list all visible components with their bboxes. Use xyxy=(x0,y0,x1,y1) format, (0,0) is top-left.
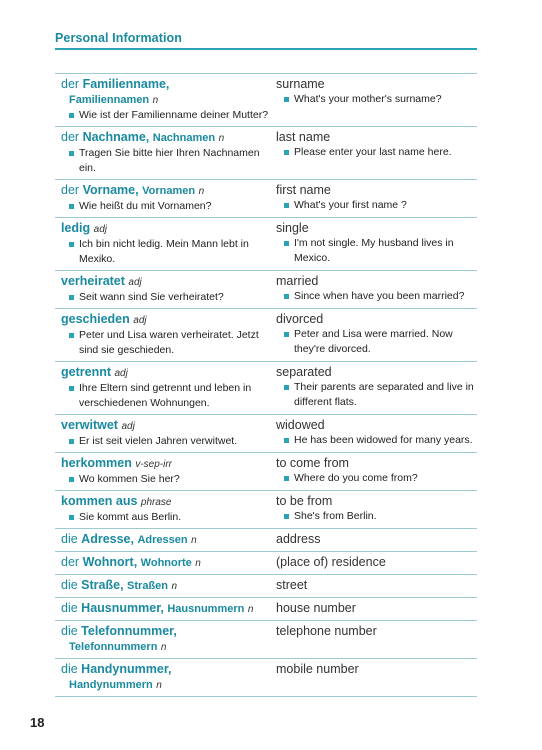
english-translation: first name xyxy=(276,183,331,197)
english-translation: to come from xyxy=(276,456,349,470)
german-example: Ich bin nicht ledig. Mein Mann lebt in Mexiko. xyxy=(61,237,270,267)
part-of-speech: v-sep-irr xyxy=(135,459,173,470)
german-cell xyxy=(55,555,270,571)
english-translation: telephone number xyxy=(276,624,377,638)
german-word: Straße, xyxy=(81,578,124,592)
headword xyxy=(61,221,270,237)
german-cell xyxy=(55,274,270,305)
plural-form: Straßen xyxy=(127,580,169,592)
part-of-speech: n xyxy=(195,558,201,569)
part-of-speech: n xyxy=(218,133,225,144)
headword xyxy=(61,578,270,594)
article: die xyxy=(61,624,78,638)
headword xyxy=(61,183,270,199)
vocab-row xyxy=(55,415,477,453)
part-of-speech: n xyxy=(171,581,178,592)
article: die xyxy=(61,532,78,546)
headword xyxy=(61,555,270,571)
headword xyxy=(61,365,270,381)
english-example: He has been widowed for many years. xyxy=(276,433,477,448)
english-translation: house number xyxy=(276,601,356,615)
english-cell xyxy=(270,221,477,267)
part-of-speech: n xyxy=(198,186,205,197)
vocab-row xyxy=(55,309,477,362)
headword xyxy=(61,624,270,655)
page-header xyxy=(55,31,477,50)
english-cell xyxy=(270,77,477,123)
german-cell xyxy=(55,312,270,358)
article: der xyxy=(61,77,80,91)
article: der xyxy=(61,130,80,144)
vocab-row xyxy=(55,180,477,218)
part-of-speech: adj xyxy=(93,224,108,235)
article: der xyxy=(61,555,80,569)
english-example: Where do you come from? xyxy=(276,471,477,486)
german-cell xyxy=(55,221,270,267)
english-example: She's from Berlin. xyxy=(276,509,477,524)
english-translation: (place of) residence xyxy=(276,555,386,569)
plural-form: Nachnamen xyxy=(152,132,216,144)
german-cell xyxy=(55,578,270,594)
english-translation: last name xyxy=(276,130,331,144)
part-of-speech: adj xyxy=(121,421,135,432)
english-cell xyxy=(270,578,477,594)
vocab-row xyxy=(55,552,477,575)
german-word: Vorname, xyxy=(82,183,139,197)
headword xyxy=(61,494,270,510)
vocab-row xyxy=(55,362,477,415)
german-cell xyxy=(55,532,270,548)
english-cell xyxy=(270,456,477,487)
english-translation: divorced xyxy=(276,312,324,326)
german-word: verwitwet xyxy=(61,418,118,432)
german-word: herkommen xyxy=(61,456,132,470)
plural-form: Vornamen xyxy=(142,185,196,197)
part-of-speech: phrase xyxy=(140,497,172,508)
english-example: Since when have you been married? xyxy=(276,289,477,304)
german-example: Seit wann sind Sie verheiratet? xyxy=(61,290,270,305)
part-of-speech: n xyxy=(247,604,254,615)
english-translation: single xyxy=(276,221,309,235)
plural-form: Telefonnummern xyxy=(69,641,158,653)
vocab-row xyxy=(55,127,477,180)
part-of-speech: n xyxy=(156,680,162,691)
german-cell xyxy=(55,601,270,617)
headword xyxy=(61,601,270,617)
plural-form: Familiennamen xyxy=(69,94,150,106)
german-cell xyxy=(55,183,270,214)
vocab-row xyxy=(55,73,477,127)
vocab-row xyxy=(55,218,477,271)
english-example: Please enter your last name here. xyxy=(276,145,477,160)
german-cell xyxy=(55,456,270,487)
german-cell xyxy=(55,624,270,655)
article: die xyxy=(61,578,78,592)
english-cell xyxy=(270,662,477,693)
german-word: Nachname, xyxy=(82,130,150,144)
german-word: Adresse, xyxy=(81,532,134,546)
english-translation: address xyxy=(276,532,321,546)
article: der xyxy=(61,183,80,197)
english-cell xyxy=(270,494,477,525)
english-translation: separated xyxy=(276,365,332,379)
english-translation: widowed xyxy=(276,418,325,432)
english-example: Their parents are separated and live in different flats. xyxy=(276,380,477,410)
vocab-row xyxy=(55,453,477,491)
part-of-speech: n xyxy=(160,642,167,653)
headword xyxy=(61,77,270,108)
english-cell xyxy=(270,365,477,411)
german-word: geschieden xyxy=(61,312,130,326)
english-translation: to be from xyxy=(276,494,333,508)
article: die xyxy=(61,662,78,676)
english-cell xyxy=(270,555,477,571)
english-cell xyxy=(270,624,477,655)
german-example: Tragen Sie bitte hier Ihren Nachnamen ein. xyxy=(61,146,270,176)
german-word: Telefonnummer, xyxy=(81,624,177,638)
vocab-row xyxy=(55,529,477,552)
part-of-speech: adj xyxy=(133,315,147,326)
german-word: Handynummer, xyxy=(81,662,172,676)
plural-form: Hausnummern xyxy=(167,603,245,615)
plural-form: Wohnorte xyxy=(140,557,192,569)
german-word: ledig xyxy=(61,221,91,235)
english-example: I'm not single. My husband lives in Mexico. xyxy=(276,236,477,266)
part-of-speech: adj xyxy=(114,368,128,379)
german-cell xyxy=(55,130,270,176)
german-word: Wohnort, xyxy=(82,555,138,569)
headword xyxy=(61,662,270,693)
part-of-speech: n xyxy=(191,535,197,546)
vocab-row xyxy=(55,659,477,697)
section-title: Personal Information xyxy=(55,31,183,45)
english-example: What's your mother's surname? xyxy=(276,92,477,107)
german-example: Peter und Lisa waren verheiratet. Jetzt sind sie geschieden. xyxy=(61,328,270,358)
german-example: Wie heißt du mit Vornamen? xyxy=(61,199,270,214)
headword xyxy=(61,532,270,548)
english-cell xyxy=(270,274,477,305)
german-example: Sie kommt aus Berlin. xyxy=(61,510,270,525)
german-word: kommen aus xyxy=(61,494,138,508)
vocab-row xyxy=(55,621,477,659)
english-cell xyxy=(270,312,477,358)
headword xyxy=(61,456,270,472)
vocab-row xyxy=(55,491,477,529)
vocab-row xyxy=(55,271,477,309)
part-of-speech: adj xyxy=(128,277,142,288)
german-word: verheiratet xyxy=(61,274,125,288)
german-example: Er ist seit vielen Jahren verwitwet. xyxy=(61,434,270,449)
german-word: Hausnummer, xyxy=(81,601,164,615)
german-word: getrennt xyxy=(61,365,111,379)
english-cell xyxy=(270,183,477,214)
english-example: What's your first name ? xyxy=(276,198,477,213)
headword xyxy=(61,130,270,146)
german-example: Wie ist der Familienname deiner Mutter? xyxy=(61,108,270,123)
english-translation: married xyxy=(276,274,319,288)
header-divider xyxy=(55,48,477,50)
english-cell xyxy=(270,601,477,617)
german-cell xyxy=(55,77,270,123)
english-translation: surname xyxy=(276,77,325,91)
part-of-speech: n xyxy=(152,95,159,106)
english-cell xyxy=(270,418,477,449)
page-number: 18 xyxy=(30,715,45,730)
headword xyxy=(61,312,270,328)
vocabulary-table xyxy=(55,73,477,697)
headword xyxy=(61,274,270,290)
english-translation: mobile number xyxy=(276,662,359,676)
plural-form: Adressen xyxy=(137,534,188,546)
vocab-row xyxy=(55,575,477,598)
german-cell xyxy=(55,418,270,449)
english-example: Peter and Lisa were married. Now they're divorced. xyxy=(276,327,477,357)
article: die xyxy=(61,601,78,615)
english-cell xyxy=(270,532,477,548)
german-cell xyxy=(55,365,270,411)
english-translation: street xyxy=(276,578,308,592)
german-word: Familienname, xyxy=(82,77,170,91)
english-cell xyxy=(270,130,477,176)
german-example: Ihre Eltern sind getrennt und leben in verschiedenen Wohnungen. xyxy=(61,381,270,411)
headword xyxy=(61,418,270,434)
vocab-row xyxy=(55,598,477,621)
german-cell xyxy=(55,494,270,525)
german-example: Wo kommen Sie her? xyxy=(61,472,270,487)
german-cell xyxy=(55,662,270,693)
plural-form: Handynummern xyxy=(69,679,153,691)
